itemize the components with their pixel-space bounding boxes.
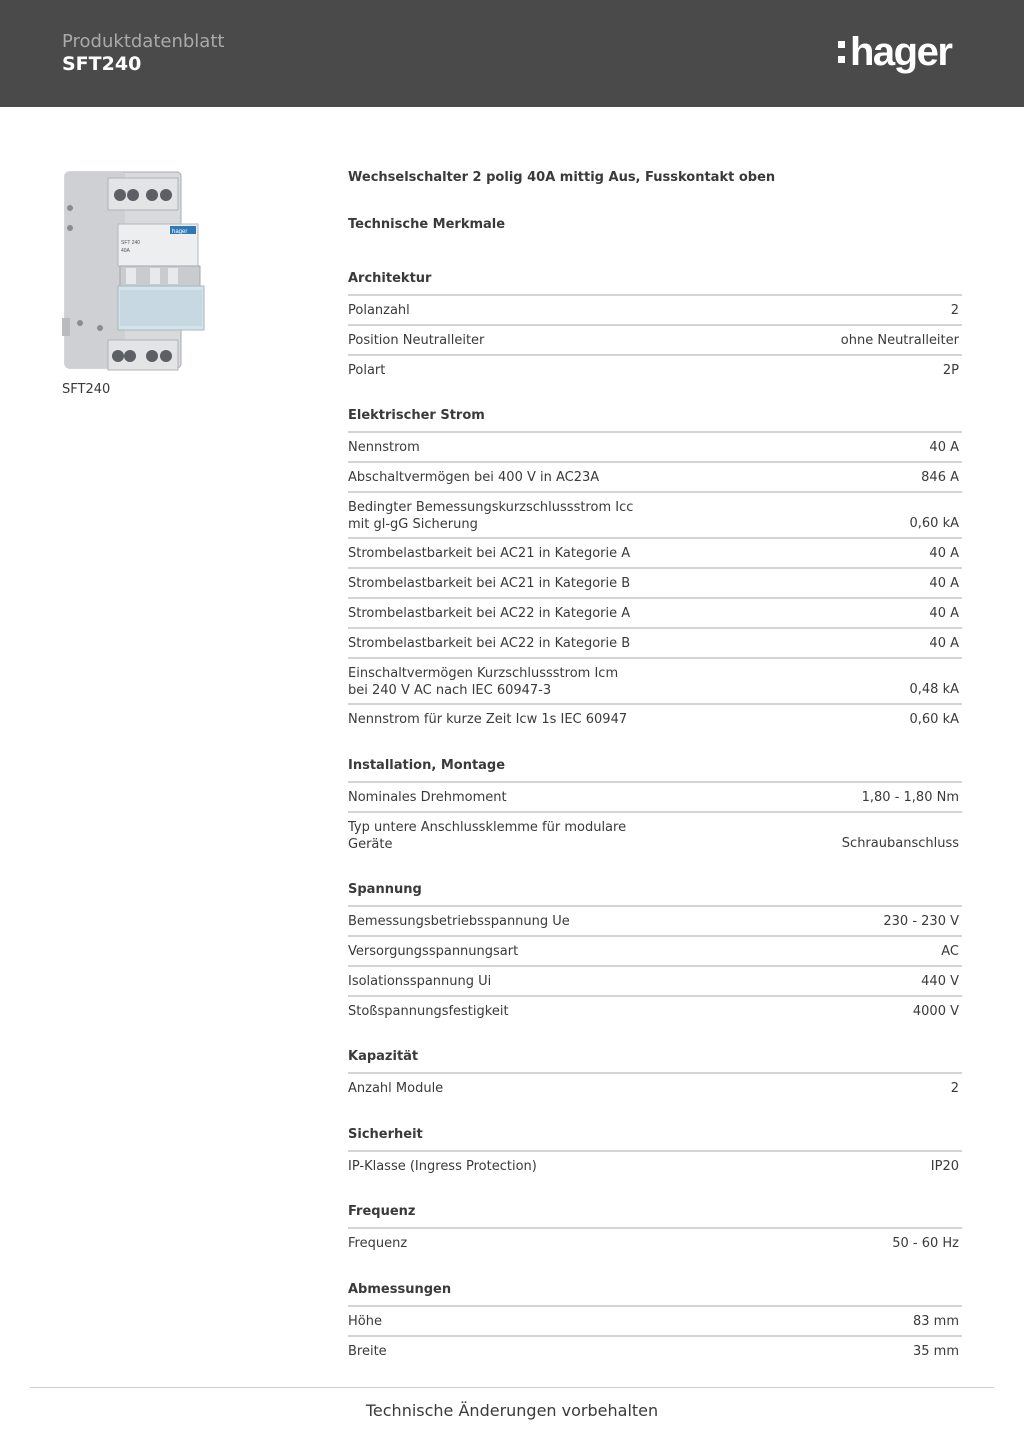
spec-value: 40 A	[929, 576, 959, 591]
spec-row	[348, 783, 962, 813]
spec-label: Strombelastbarkeit bei AC21 in Kategorie B	[348, 576, 631, 591]
device-label-text: SFT 240	[121, 240, 141, 246]
document-type: Produktdatenblatt	[62, 31, 225, 52]
spec-label: Nennstrom	[348, 440, 420, 455]
spec-value: 846 A	[921, 470, 959, 485]
section-title: Installation, Montage	[348, 757, 962, 783]
spec-label: Strombelastbarkeit bei AC21 in Kategorie A	[348, 546, 631, 561]
spec-section	[348, 1048, 962, 1102]
spec-value: ohne Neutralleiter	[840, 333, 959, 348]
spec-section	[348, 1126, 962, 1180]
spec-label: IP-Klasse (Ingress Protection)	[348, 1159, 537, 1174]
spec-label: Position Neutralleiter	[348, 333, 485, 348]
spec-label: Polanzahl	[348, 303, 410, 318]
product-code: SFT240	[62, 53, 142, 75]
spec-value: 40 A	[929, 546, 959, 561]
section-title: Frequenz	[348, 1203, 962, 1229]
product-image	[60, 168, 210, 378]
spec-value: 230 - 230 V	[883, 914, 959, 929]
spec-row	[348, 907, 962, 937]
spec-row	[348, 1229, 962, 1257]
spec-row	[348, 997, 962, 1025]
spec-row	[348, 813, 962, 857]
spec-label: Abschaltvermögen bei 400 V in AC23A	[348, 470, 600, 485]
spec-label: Strombelastbarkeit bei AC22 in Kategorie B	[348, 636, 631, 651]
spec-row	[348, 493, 962, 539]
device-brand-text: hager	[172, 229, 188, 235]
spec-label: Bemessungsbetriebsspannung Ue	[348, 914, 570, 929]
spec-row	[348, 659, 962, 705]
spec-value: IP20	[930, 1159, 959, 1174]
spec-value: Schraubanschluss	[841, 836, 959, 851]
spec-section	[348, 407, 962, 733]
spec-row	[348, 1337, 962, 1365]
image-caption: SFT240	[62, 382, 111, 397]
spec-label: Isolationsspannung Ui	[348, 974, 492, 989]
spec-row	[348, 1074, 962, 1102]
spec-label: Einschaltvermögen Kurzschlussstrom Icm bei 240 V AC nach IEC 60947-3	[348, 666, 619, 698]
spec-row	[348, 433, 962, 463]
spec-label: Stoßspannungsfestigkeit	[348, 1004, 509, 1019]
spec-value: 2	[950, 1081, 959, 1096]
spec-row	[348, 937, 962, 967]
spec-row	[348, 1152, 962, 1180]
spec-row	[348, 326, 962, 356]
spec-section	[348, 757, 962, 857]
spec-value: AC	[941, 944, 959, 959]
spec-label: Frequenz	[348, 1236, 408, 1251]
spec-label: Nennstrom für kurze Zeit Icw 1s IEC 60947	[348, 712, 628, 727]
section-title: Architektur	[348, 270, 962, 296]
section-title: Elektrischer Strom	[348, 407, 962, 433]
spec-value: 440 V	[921, 974, 959, 989]
spec-value: 83 mm	[912, 1314, 959, 1329]
spec-value: 0,60 kA	[909, 712, 959, 727]
spec-row	[348, 599, 962, 629]
spec-value: 50 - 60 Hz	[892, 1236, 959, 1251]
logo-dots-icon	[838, 38, 847, 70]
spec-section	[348, 270, 962, 384]
spec-label: Breite	[348, 1344, 387, 1359]
spec-value: 40 A	[929, 440, 959, 455]
spec-row	[348, 539, 962, 569]
spec-value: 0,48 kA	[909, 682, 959, 697]
section-title: Spannung	[348, 881, 962, 907]
hager-logo	[838, 28, 964, 76]
spec-label: Nominales Drehmoment	[348, 790, 507, 805]
section-title: Sicherheit	[348, 1126, 962, 1152]
spec-value: 40 A	[929, 606, 959, 621]
spec-label: Typ untere Anschlussklemme für modulare Geräte	[348, 820, 627, 852]
spec-label: Versorgungsspannungsart	[348, 944, 519, 959]
spec-row	[348, 296, 962, 326]
spec-row	[348, 629, 962, 659]
spec-label: Polart	[348, 363, 386, 378]
spec-value: 1,80 - 1,80 Nm	[861, 790, 959, 805]
section-title: Kapazität	[348, 1048, 962, 1074]
spec-value: 0,60 kA	[909, 516, 959, 531]
logo-text: hager	[850, 30, 952, 74]
spec-label: Anzahl Module	[348, 1081, 444, 1096]
spec-label: Höhe	[348, 1314, 382, 1329]
footer-divider	[30, 1387, 994, 1388]
spec-row	[348, 967, 962, 997]
spec-section	[348, 1281, 962, 1365]
spec-value: 2	[950, 303, 959, 318]
spec-label: Bedingter Bemessungskurzschlussstrom Icc mit gl-gG Sicherung	[348, 500, 634, 532]
footer-text: Technische Änderungen vorbehalten	[365, 1401, 659, 1420]
spec-row	[348, 463, 962, 493]
spec-value: 35 mm	[912, 1344, 959, 1359]
spec-row	[348, 1307, 962, 1337]
spec-row	[348, 569, 962, 599]
technical-heading: Technische Merkmale	[348, 217, 506, 232]
section-title: Abmessungen	[348, 1281, 962, 1307]
spec-value: 40 A	[929, 636, 959, 651]
spec-section	[348, 881, 962, 1025]
spec-row	[348, 356, 962, 384]
spec-value: 4000 V	[912, 1004, 959, 1019]
product-description: Wechselschalter 2 polig 40A mittig Aus, Fusskontakt oben	[348, 170, 776, 185]
spec-section	[348, 1203, 962, 1257]
device-rating-text: 40A	[121, 248, 130, 254]
spec-value: 2P	[942, 363, 959, 378]
page-header	[0, 0, 1024, 107]
spec-row	[348, 705, 962, 733]
spec-label: Strombelastbarkeit bei AC22 in Kategorie A	[348, 606, 631, 621]
